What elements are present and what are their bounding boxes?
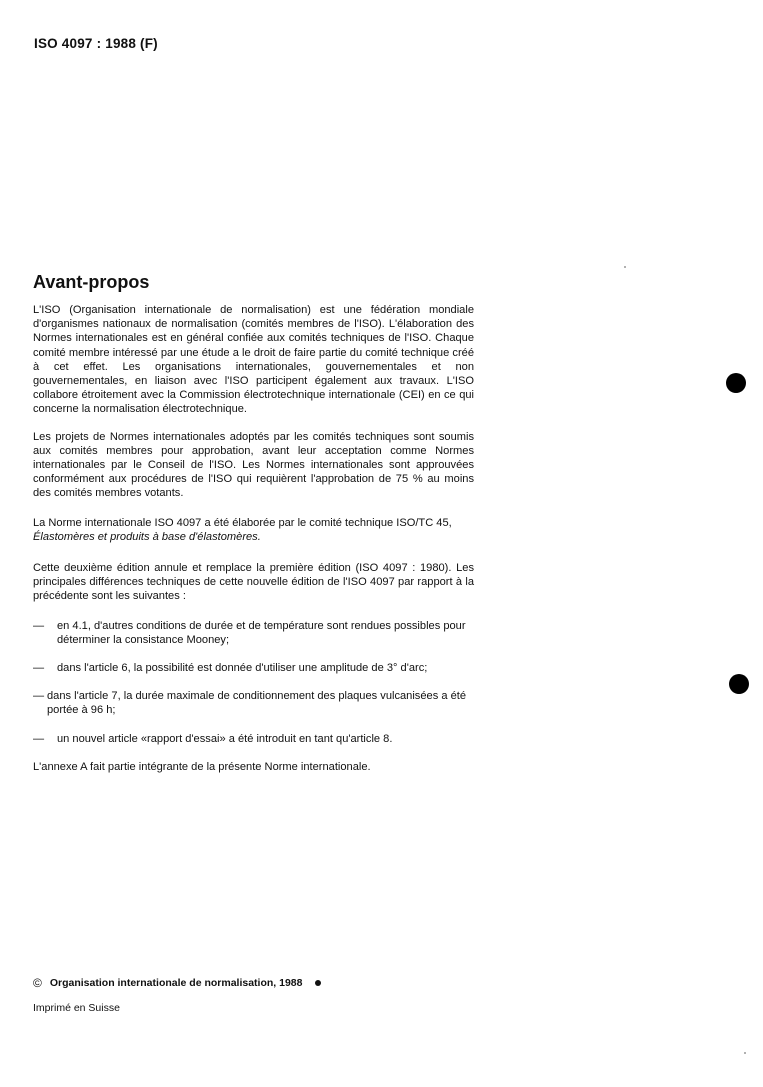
- list-item-text: un nouvel article «rapport d'essai» a été introduit en tant qu'article 8.: [57, 732, 393, 745]
- list-item-text: dans l'article 7, la durée maximale de conditionnement des plaques vulcanisées a été portée à 96 h;: [47, 690, 467, 717]
- list-item: [33, 619, 474, 647]
- copyright-text: Organisation internationale de normalisation, 1988: [49, 977, 303, 989]
- section-title: Avant-propos: [33, 272, 150, 292]
- scan-speck: [744, 1052, 746, 1054]
- dash-marker: —: [33, 690, 45, 703]
- document-code: ISO 4097 : 1988 (F): [34, 36, 158, 51]
- punch-hole-icon: [729, 674, 749, 694]
- dash-marker: —: [33, 619, 45, 632]
- punch-hole-icon: [726, 373, 746, 393]
- paragraph-iso-intro: L'ISO (Organisation internationale de normalisation) est une fédération mondiale d'organismes nationaux de normalisation (comités membres de l'ISO). L'élaboration des Normes internationales est en général confiée aux comités techniques de l'ISO. Chaque comité membre intéressé par une étude a le droit de faire partie du comité technique créé à cet effet. Les organisations internationales, gouvernementales et non gouvernementales, en liaison avec l'ISO participent également aux travaux. L'ISO collabore étroitement avec la Commission électrotechnique internationale (CEI) en ce qui concerne la normalisation électrotechnique.: [33, 304, 474, 416]
- bullet-icon: [315, 980, 321, 986]
- paragraph-annex: L'annexe A fait partie intégrante de la présente Norme internationale.: [33, 760, 371, 773]
- dash-marker: —: [33, 732, 45, 745]
- dash-marker: —: [33, 662, 45, 675]
- foreword-body: [33, 303, 474, 774]
- paragraph-committee: [33, 516, 474, 544]
- list-item: [33, 689, 474, 717]
- list-item-text: en 4.1, d'autres conditions de durée et de température sont rendues possibles pour déterminer la consistance Mooney;: [57, 619, 466, 646]
- committee-title: Élastomères et produits à base d'élastomères.: [33, 530, 261, 543]
- committee-text: La Norme internationale ISO 4097 a été élaborée par le comité technique ISO/TC 45,: [33, 516, 452, 529]
- list-item-text: dans l'article 6, la possibilité est donnée d'utiliser une amplitude de 3° d'arc;: [57, 662, 428, 675]
- list-item: [33, 732, 474, 746]
- list-item: [33, 661, 474, 675]
- printed-in: Imprimé en Suisse: [33, 1002, 120, 1014]
- copyright-icon: ©: [33, 976, 42, 990]
- scan-speck: [624, 266, 626, 268]
- paragraph-approval: Les projets de Normes internationales adoptés par les comités techniques sont soumis aux comités membres pour approbation, avant leur acceptation comme Normes internationales par le Conseil de l'ISO. Les Normes internationales sont approuvées conformément aux procédures de l'ISO qui requièrent l'approbation de 75 % au moins des comités membres votants.: [33, 430, 474, 500]
- paragraph-edition: Cette deuxième édition annule et remplace la première édition (ISO 4097 : 1980). Les principales différences techniques de cette nouvelle édition de l'ISO 4097 par rapport à la précédente sont les suivantes :: [33, 562, 474, 603]
- copyright-line: [33, 976, 321, 990]
